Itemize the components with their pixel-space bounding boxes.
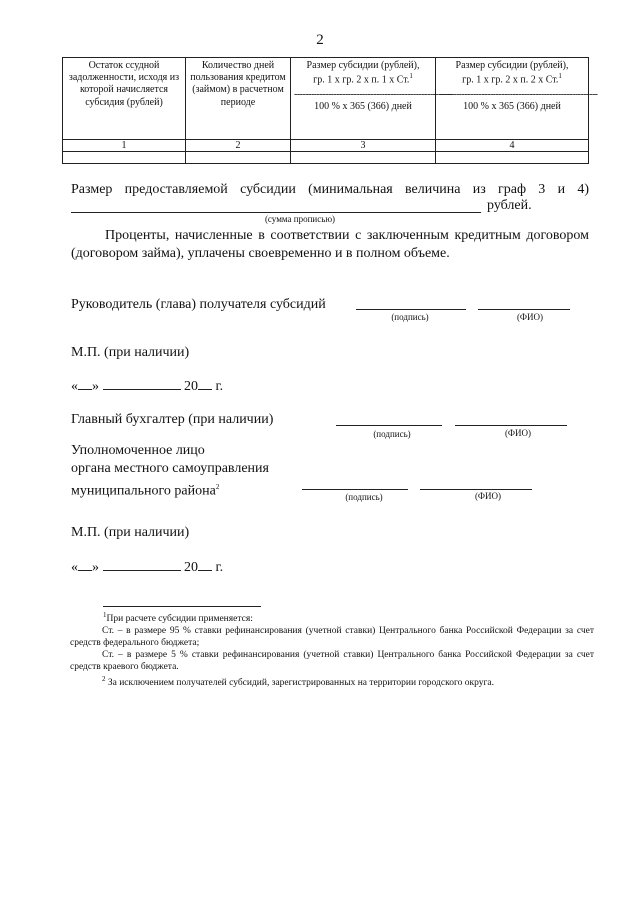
footnote-1-regional: Ст. – в размере 5 % ставки рефинансирования (учетной ставки) Центрального банка Российской Федерации за счет средств краевого бюджета. <box>70 650 594 673</box>
formula-denominator: 100 % x 365 (366) дней <box>314 100 412 112</box>
authorized-name-field[interactable] <box>420 489 532 490</box>
year-field[interactable] <box>198 570 212 571</box>
column-number: 1 <box>63 140 186 152</box>
subsidy-amount-text: Размер предоставляемой субсидии (минимальная величина из граф 3 и 4) <box>71 182 589 197</box>
signature-caption: (подпись) <box>373 429 411 439</box>
day-field[interactable] <box>78 570 92 571</box>
table-row <box>63 140 589 152</box>
footnote-separator <box>103 606 261 607</box>
footnote-1-title: $^1$При расчете субсидии применяется: <box>103 611 253 625</box>
header-label: Размер субсидии (рублей), <box>306 60 420 71</box>
year-field[interactable] <box>198 389 212 390</box>
column-number: 3 <box>291 140 436 152</box>
accountant-label: Главный бухгалтер (при наличии) <box>71 412 274 427</box>
amount-field[interactable] <box>71 212 481 213</box>
formula-numerator: гр. 1 x гр. 2 x п. 2 x Ст.$^1$ <box>462 72 562 86</box>
table-header-row <box>63 58 589 140</box>
formula-numerator: гр. 1 x гр. 2 x п. 1 x Ст.$^1$ <box>313 72 413 86</box>
fraction-line: -------------------------------------------------------- <box>439 88 598 100</box>
fraction-line: -------------------------------------------------------- <box>294 88 453 100</box>
header-cell-subsidy-regional <box>436 58 598 140</box>
column-number: 2 <box>186 140 291 152</box>
head-name-field[interactable] <box>478 309 570 310</box>
accountant-signature-field[interactable] <box>336 425 442 426</box>
date-line: « » 20 г. <box>71 560 224 575</box>
signature-caption: (подпись) <box>345 492 383 502</box>
interest-paragraph: Проценты, начисленные в соответствии с заключенным кредитным договором (договором займа), уплачены своевременно и в полном объеме. <box>71 228 589 261</box>
header-cell-loan-balance: Остаток ссудной задолженности, исходя из которой начисляется субсидия (рублей) <box>63 58 186 140</box>
name-caption: (ФИО) <box>474 491 502 501</box>
stamp-note: М.П. (при наличии) <box>71 525 190 540</box>
head-signature-field[interactable] <box>356 309 466 310</box>
column-number: 4 <box>436 140 589 152</box>
header-label: Размер субсидии (рублей), <box>455 60 569 71</box>
page-number: 2 <box>316 32 324 48</box>
name-caption: (ФИО) <box>504 428 532 438</box>
month-field[interactable] <box>103 389 181 390</box>
authorized-label: Уполномоченное лицо органа местного самоуправления муниципального района$^2$ <box>71 443 269 499</box>
table-cell[interactable] <box>291 152 436 164</box>
authorized-signature-field[interactable] <box>302 489 408 490</box>
table-cell[interactable] <box>436 152 589 164</box>
formula-denominator: 100 % x 365 (366) дней <box>463 100 561 112</box>
rubles-label: рублей. <box>487 198 532 213</box>
footnotes <box>70 609 594 689</box>
accountant-name-field[interactable] <box>455 425 567 426</box>
footnote-2: $^2$ За исключением получателей субсидий, зарегистрированных на территории городского округа. <box>102 675 494 689</box>
month-field[interactable] <box>103 570 181 571</box>
stamp-note: М.П. (при наличии) <box>71 345 190 360</box>
name-caption: (ФИО) <box>516 312 544 322</box>
footnote-1-federal: Ст. – в размере 95 % ставки рефинансирования (учетной ставки) Центрального банка Российской Федерации за счет средств федерального бюджета; <box>70 626 594 649</box>
head-label: Руководитель (глава) получателя субсидий <box>71 297 326 312</box>
amount-caption: (сумма прописью) <box>264 214 336 224</box>
subsidy-calculation-table <box>62 57 598 164</box>
signature-caption: (подпись) <box>391 312 429 322</box>
header-cell-days: Количество дней пользования кредитом (займом) в расчетном периоде <box>186 58 291 140</box>
day-field[interactable] <box>78 389 92 390</box>
table-cell[interactable] <box>63 152 186 164</box>
header-cell-subsidy-federal <box>291 58 453 140</box>
table-row <box>63 152 589 164</box>
table-cell[interactable] <box>186 152 291 164</box>
date-line: « » 20 г. <box>71 379 224 394</box>
